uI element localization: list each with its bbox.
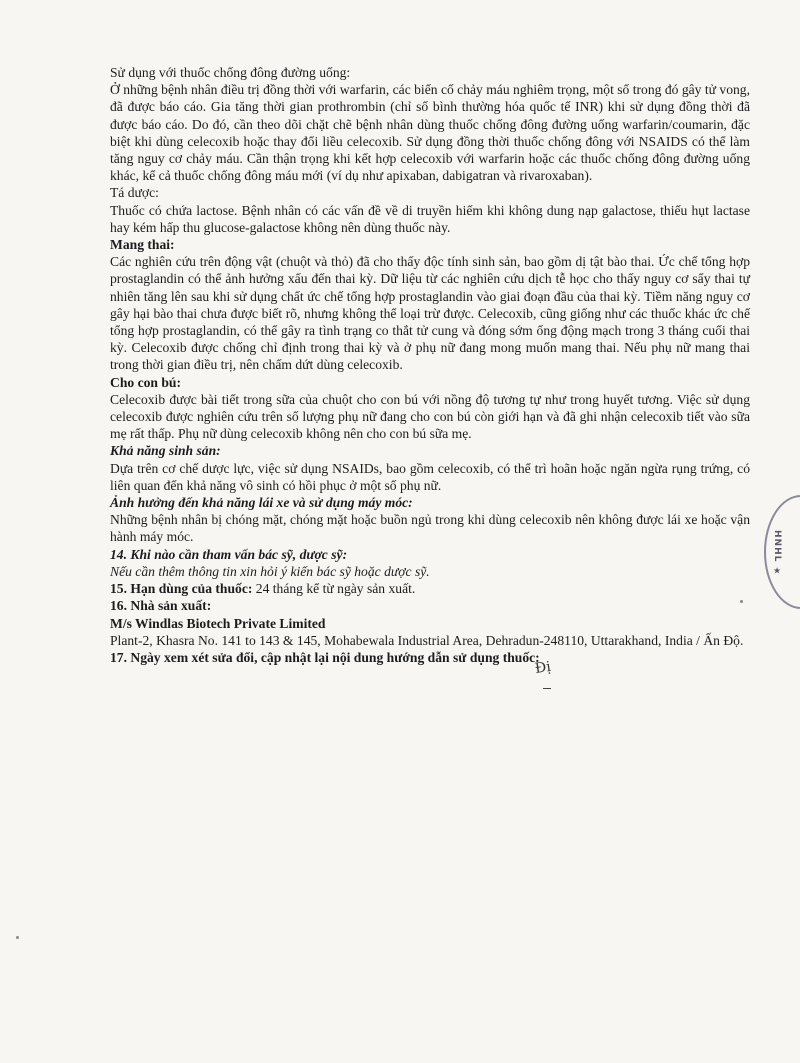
section-15 <box>110 580 750 597</box>
anticoag-text: Ở những bệnh nhân điều trị đồng thời với warfarin, các biến cố chảy máu nghiêm trọng, một số trong đó gây tử vong, đã được báo cáo. Gia tăng thời gian prothrombin (chỉ số bình thường hóa quốc tế INR) khi sử dụng đồng thời đã được báo cáo. Do đó, cần theo dõi chặt chẽ bệnh nhân dùng thuốc chống đông đường uống warfarin/coumarin, đặc biệt khi dùng celecoxib hoặc thay đổi liều celecoxib. Sử dụng đồng thời thuốc chống đông với NSAIDS có thể làm tăng nguy cơ chảy máu. Cần thận trọng khi kết hợp celecoxib với warfarin hoặc các thuốc chống đông đường uống khác, kể cả thuốc chống đông máu mới (ví dụ như apixaban, dabigatran và rivaroxaban). <box>110 82 750 184</box>
stamp-text: HNHL ★ <box>772 530 782 578</box>
section-14-heading: 14. Khi nào cần tham vấn bác sỹ, dược sỹ: <box>110 546 348 562</box>
fertility-heading: Khả năng sinh sản: <box>110 443 221 459</box>
driving-text: Những bệnh nhân bị chóng mặt, chóng mặt hoặc buồn ngủ trong khi dùng celecoxib nên không được lái xe hoặc vận hành máy móc. <box>110 512 750 545</box>
handwritten-initials: Đị <box>533 658 552 678</box>
fertility-text: Dựa trên cơ chế dược lực, việc sử dụng NSAIDs, bao gồm celecoxib, có thể trì hoãn hoặc ngăn ngừa rụng trứng, có liên quan đến khả năng vô sinh có hồi phục ở một số phụ nữ. <box>110 460 750 493</box>
scan-speck <box>16 936 19 939</box>
section-16-heading: 16. Nhà sản xuất: <box>110 598 212 614</box>
company-stamp <box>764 495 800 609</box>
excipient-text: Thuốc có chứa lactose. Bệnh nhân có các vấn đề về di truyền hiếm khi không dung nạp galactose, thiếu hụt lactase hay kém hấp thu glucose-galactose không nên dùng thuốc này. <box>110 202 750 235</box>
anticoag-heading: Sử dụng với thuốc chống đông đường uống: <box>110 65 351 80</box>
section-17-heading: 17. Ngày xem xét sửa đổi, cập nhật lại nội dung hướng dẫn sử dụng thuốc: <box>110 649 540 665</box>
signature-dash <box>543 688 551 689</box>
section-14-text: Nếu cần thêm thông tin xin hỏi ý kiến bác sỹ hoặc dược sỹ. <box>110 563 430 579</box>
section-15-text: 24 tháng kể từ ngày sản xuất. <box>252 581 416 597</box>
document-body <box>110 64 750 666</box>
manufacturer-name: M/s Windlas Biotech Private Limited <box>110 615 326 631</box>
pregnancy-heading: Mang thai: <box>110 237 175 253</box>
driving-heading: Ảnh hưởng đến khả năng lái xe và sử dụng máy móc: <box>110 495 413 511</box>
section-15-heading: 15. Hạn dùng của thuốc: <box>110 581 253 597</box>
lactation-text: Celecoxib được bài tiết trong sữa của chuột cho con bú với nồng độ tương tự như trong huyết tương. Việc sử dụng celecoxib được nghiên cứu trên số lượng phụ nữ đang cho con bú còn giới hạn và đã ghi nhận celecoxib tiết vào sữa mẹ rất thấp. Phụ nữ dùng celecoxib không nên cho con bú sữa mẹ. <box>110 391 750 442</box>
scan-speck <box>740 600 743 603</box>
manufacturer-address: Plant-2, Khasra No. 141 to 143 & 145, Mohabewala Industrial Area, Dehradun-248110, Uttarakhand, India / Ấn Độ. <box>110 632 744 648</box>
lactation-heading: Cho con bú: <box>110 374 182 390</box>
excipient-heading: Tá dược: <box>110 185 159 201</box>
pregnancy-text: Các nghiên cứu trên động vật (chuột và thỏ) đã cho thấy độc tính sinh sản, bao gồm dị tật bào thai. Ức chế tổng hợp prostaglandin có thể ảnh hưởng xấu đến thai kỳ. Dữ liệu từ các nghiên cứu dịch tễ học cho thấy nguy cơ sẩy thai tự nhiên tăng lên sau khi sử dụng chất ức chế tổng hợp prostaglandin vào giai đoạn đầu của thai kỳ. Tiềm năng nguy cơ gây hại bào thai chưa được biết rõ, nhưng không thể loại trừ được. Celecoxib, cũng giống như các thuốc khác ức chế tổng hợp prostaglandin, có thể gây ra tình trạng co thắt tử cung và đóng sớm ống động mạch trong 3 tháng cuối thai kỳ. Celecoxib được chống chỉ định trong thai kỳ và ở phụ nữ đang mong muốn mang thai. Nếu phụ nữ mang thai trong thời gian điều trị, nên chấm dứt dùng celecoxib. <box>110 254 750 373</box>
